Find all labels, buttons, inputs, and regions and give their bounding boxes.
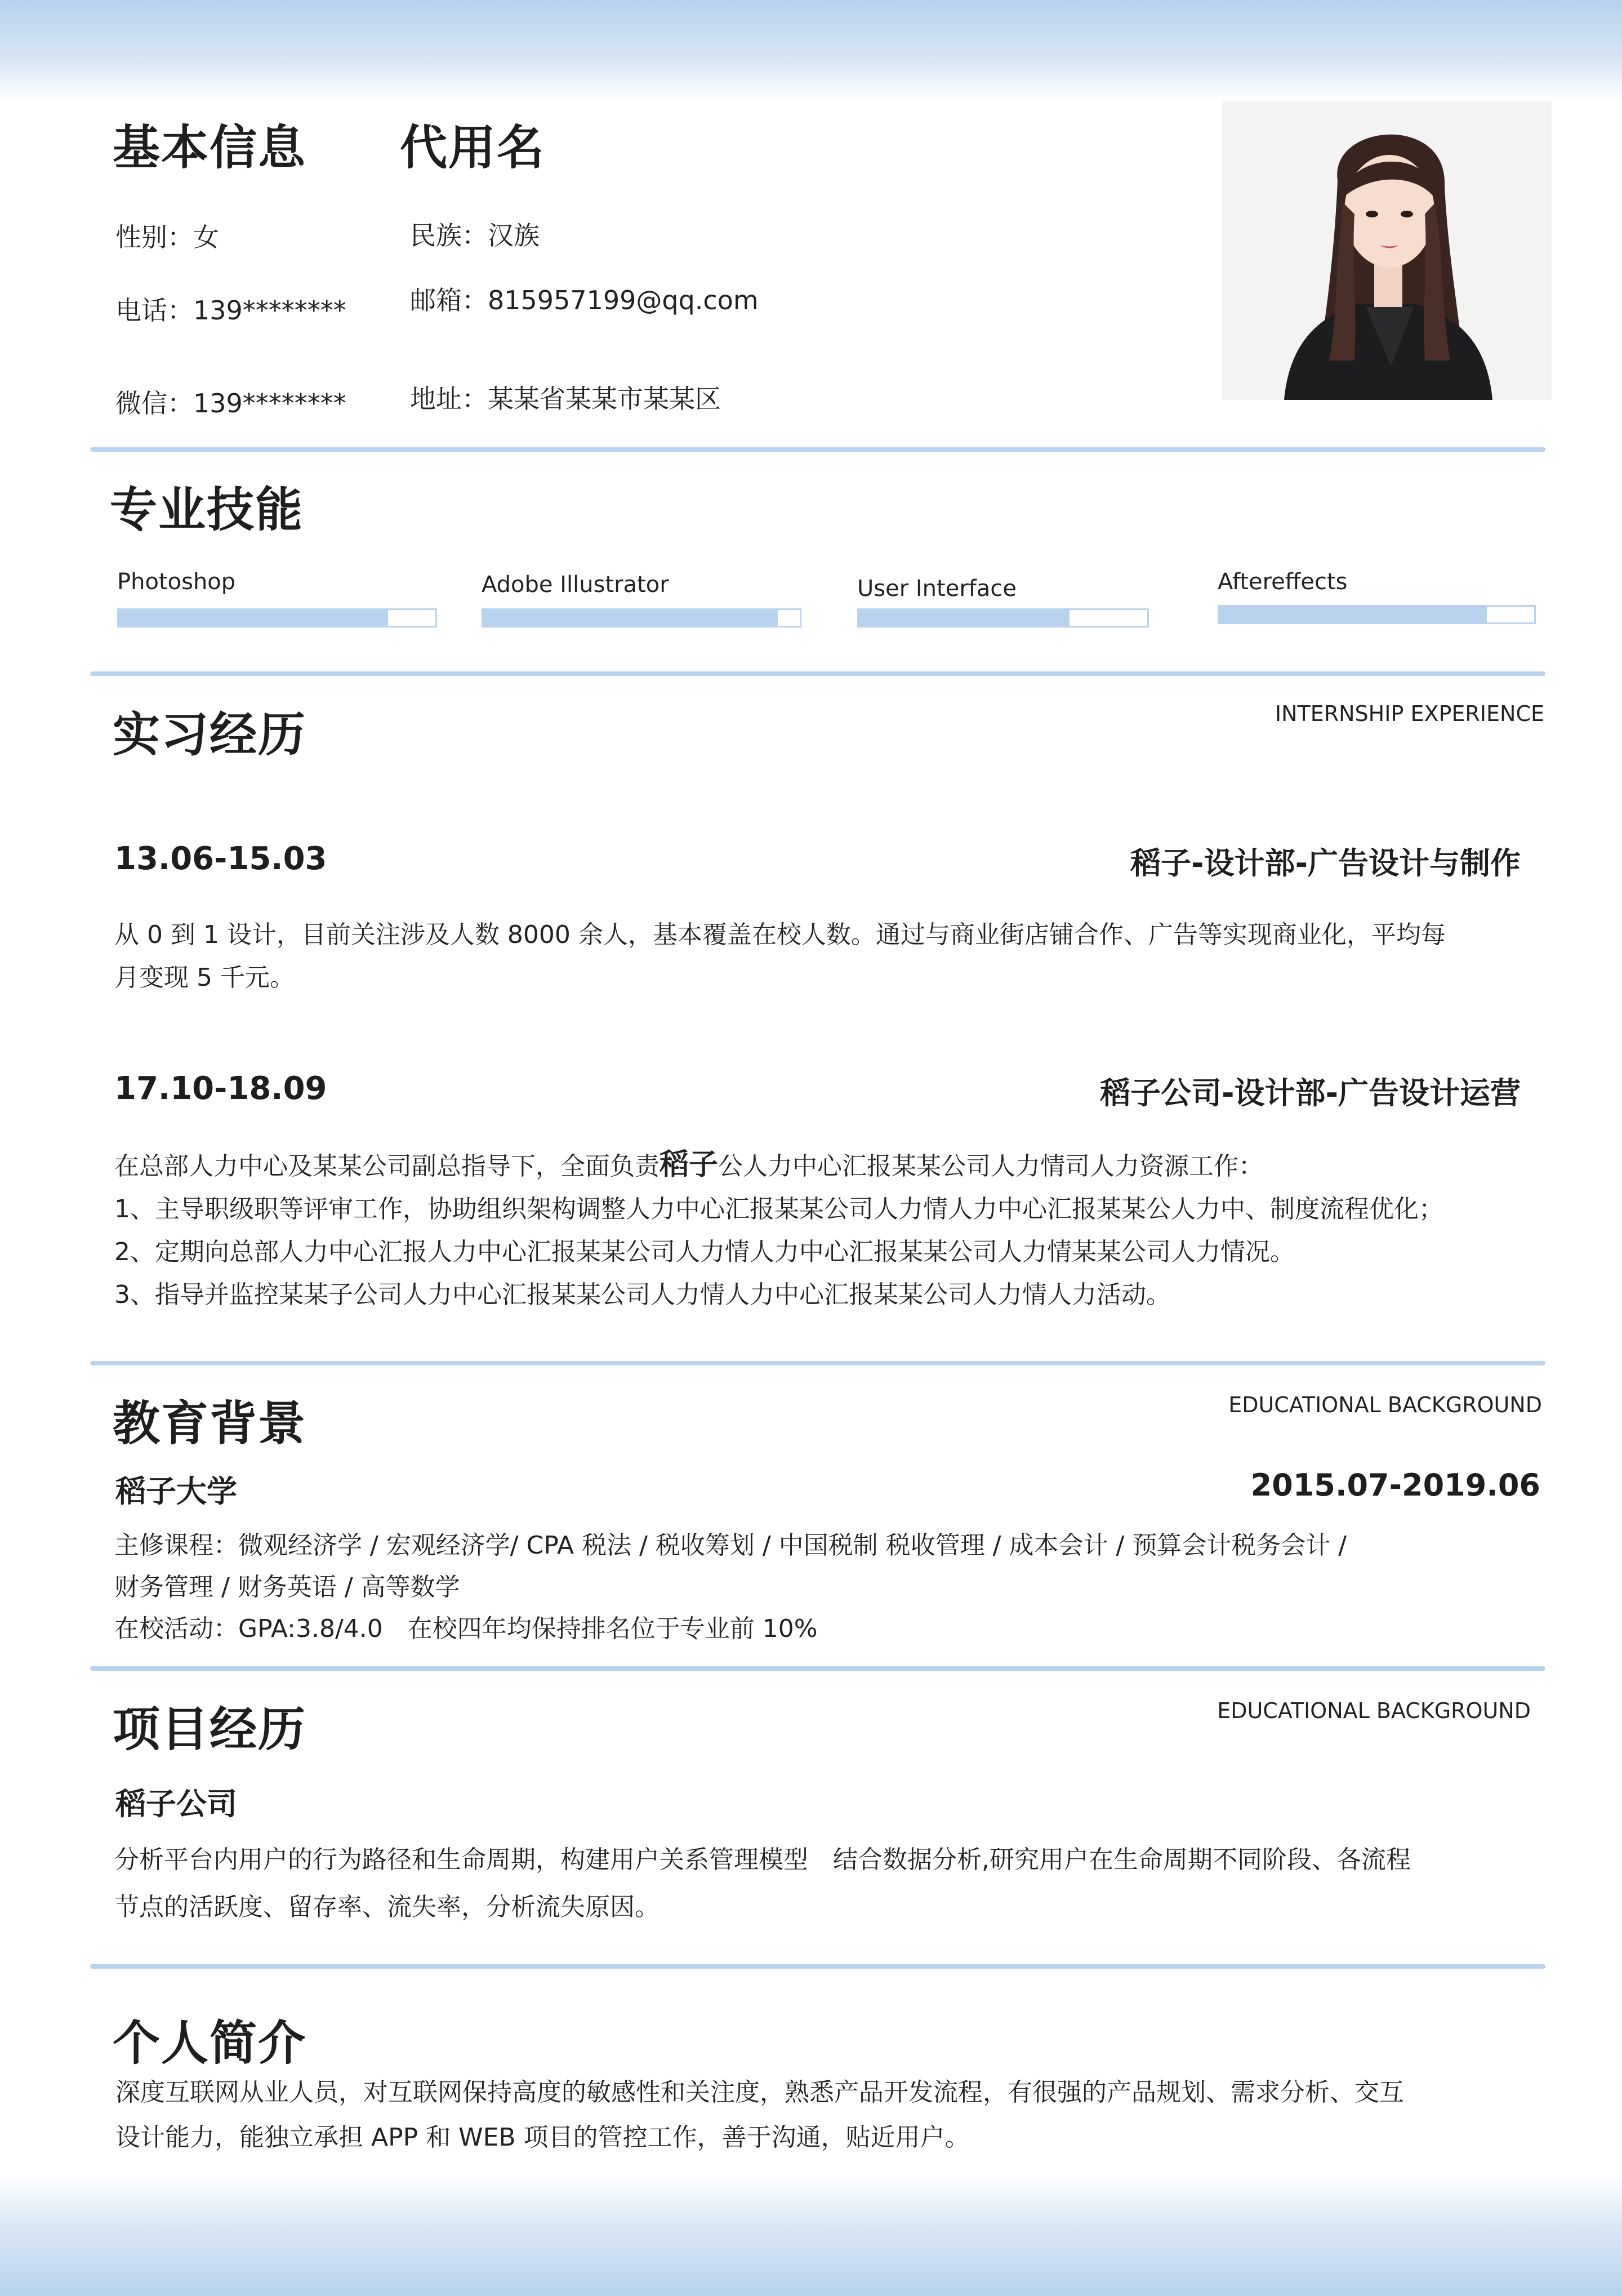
wechat-field: 微信：139******** bbox=[115, 388, 346, 419]
school-name: 稻子大学 bbox=[115, 1474, 237, 1509]
profile-description bbox=[115, 2070, 1568, 2160]
intro-text-post: 公人力中心汇报某某公司人力情司人力资源工作： bbox=[718, 1152, 1264, 1181]
desc-intro-line bbox=[114, 1143, 1556, 1188]
intro-text-bold: 稻子 bbox=[660, 1148, 719, 1182]
address-field: 地址：某某省某某市某某区 bbox=[410, 384, 721, 414]
phone-field: 电话：139******** bbox=[115, 295, 346, 326]
skill-label-illustrator: Adobe Illustrator bbox=[482, 572, 669, 598]
skill-fill bbox=[119, 610, 388, 626]
desc-line: 节点的活跃度、留存率、流失率，分析流失原因。 bbox=[114, 1893, 660, 1921]
internship-role-1: 稻子-设计部-广告设计与制作 bbox=[1130, 846, 1521, 881]
desc-line: 1、主导职级职等评审工作，协助组织架构调整人力中心汇报某某公司人力情人力中心汇报某某公人力中、制度流程优化； bbox=[114, 1195, 1443, 1223]
skill-fill bbox=[1219, 607, 1487, 622]
desc-line: 设计能力，能独立承担 APP 和 WEB 项目的管控工作，善于沟通，贴近用户。 bbox=[115, 2123, 970, 2152]
section-divider bbox=[90, 447, 1545, 452]
section-divider bbox=[90, 1666, 1545, 1671]
skill-fill bbox=[859, 610, 1070, 626]
section-divider bbox=[90, 1964, 1545, 1969]
course-line: 主修课程：微观经济学 / 宏观经济学/ CPA 税法 / 税收筹划 / 中国税制 税收管理 / 成本会计 / 预算会计税务会计 / bbox=[114, 1531, 1347, 1560]
candidate-name: 代用名 bbox=[400, 120, 546, 175]
education-period: 2015.07-2019.06 bbox=[1250, 1467, 1540, 1503]
education-details bbox=[114, 1525, 1567, 1650]
internship-desc-1 bbox=[114, 914, 1556, 999]
internship-date-2: 17.10-18.09 bbox=[114, 1070, 327, 1107]
desc-line: 3、指导并监控某某子公司人力中心汇报某某公司人力情人力中心汇报某某公司人力情人力活动。 bbox=[114, 1280, 1171, 1309]
desc-line: 2、定期向总部人力中心汇报人力中心汇报某某公司人力情人力中心汇报某某公司人力情某某公司人力情况。 bbox=[114, 1238, 1295, 1266]
ethnicity-field: 民族：汉族 bbox=[410, 220, 540, 251]
activity-line: 在校活动：GPA:3.8/4.0 在校四年均保持排名位于专业前 10% bbox=[114, 1614, 818, 1643]
internship-en-title: INTERNSHIP EXPERIENCE bbox=[1275, 701, 1544, 726]
desc-line: 深度互联网从业人员，对互联网保持高度的敏感性和关注度，熟悉产品开发流程，有很强的产品规划、需求分析、交互 bbox=[115, 2078, 1404, 2107]
education-en-title: EDUCATIONAL BACKGROUND bbox=[1228, 1392, 1542, 1417]
education-title: 教育背景 bbox=[113, 1396, 307, 1451]
skill-bar-user-interface bbox=[857, 608, 1149, 628]
internship-desc-2 bbox=[114, 1143, 1556, 1316]
skill-label-aftereffects: Aftereffects bbox=[1218, 569, 1348, 595]
skills-title: 专业技能 bbox=[110, 482, 304, 537]
skill-label-user-interface: User Interface bbox=[857, 576, 1017, 602]
portrait-illustration bbox=[1222, 101, 1552, 400]
internship-date-1: 13.06-15.03 bbox=[114, 840, 327, 877]
header-gradient-band bbox=[0, 0, 1622, 101]
gender-field: 性别：女 bbox=[115, 222, 219, 252]
desc-line: 月变现 5 千元。 bbox=[114, 963, 295, 992]
intro-text-pre: 在总部人力中心及某某公司副总指导下，全面负责 bbox=[114, 1152, 660, 1181]
desc-line: 分析平台内用户的行为路径和生命周期，构建用户关系管理模型 结合数据分析,研究用户在生命周期不同阶段、各流程 bbox=[114, 1845, 1411, 1874]
skill-bar-illustrator bbox=[482, 608, 801, 628]
profile-photo bbox=[1222, 101, 1552, 400]
skill-fill bbox=[483, 610, 778, 626]
basic-info-title: 基本信息 bbox=[113, 120, 307, 175]
internship-title: 实习经历 bbox=[113, 707, 307, 762]
project-title: 项目经历 bbox=[113, 1702, 307, 1757]
profile-title: 个人简介 bbox=[113, 2015, 307, 2071]
email-field: 邮箱：815957199@qq.com bbox=[410, 285, 759, 315]
skill-bar-photoshop bbox=[117, 608, 437, 628]
project-company: 稻子公司 bbox=[115, 1786, 237, 1822]
footer-gradient-band bbox=[0, 2174, 1622, 2296]
section-divider bbox=[90, 671, 1545, 676]
project-description bbox=[114, 1836, 1567, 1931]
desc-line: 从 0 到 1 设计，目前关注涉及人数 8000 余人，基本覆盖在校人数。通过与商业街店铺合作、广告等实现商业化，平均每 bbox=[114, 920, 1446, 949]
skill-bar-aftereffects bbox=[1218, 605, 1536, 624]
section-divider bbox=[90, 1361, 1545, 1365]
internship-role-2: 稻子公司-设计部-广告设计运营 bbox=[1100, 1075, 1521, 1111]
course-line: 财务管理 / 财务英语 / 高等数学 bbox=[114, 1573, 460, 1601]
project-en-title: EDUCATIONAL BACKGROUND bbox=[1217, 1698, 1531, 1723]
skill-label-photoshop: Photoshop bbox=[117, 569, 236, 595]
